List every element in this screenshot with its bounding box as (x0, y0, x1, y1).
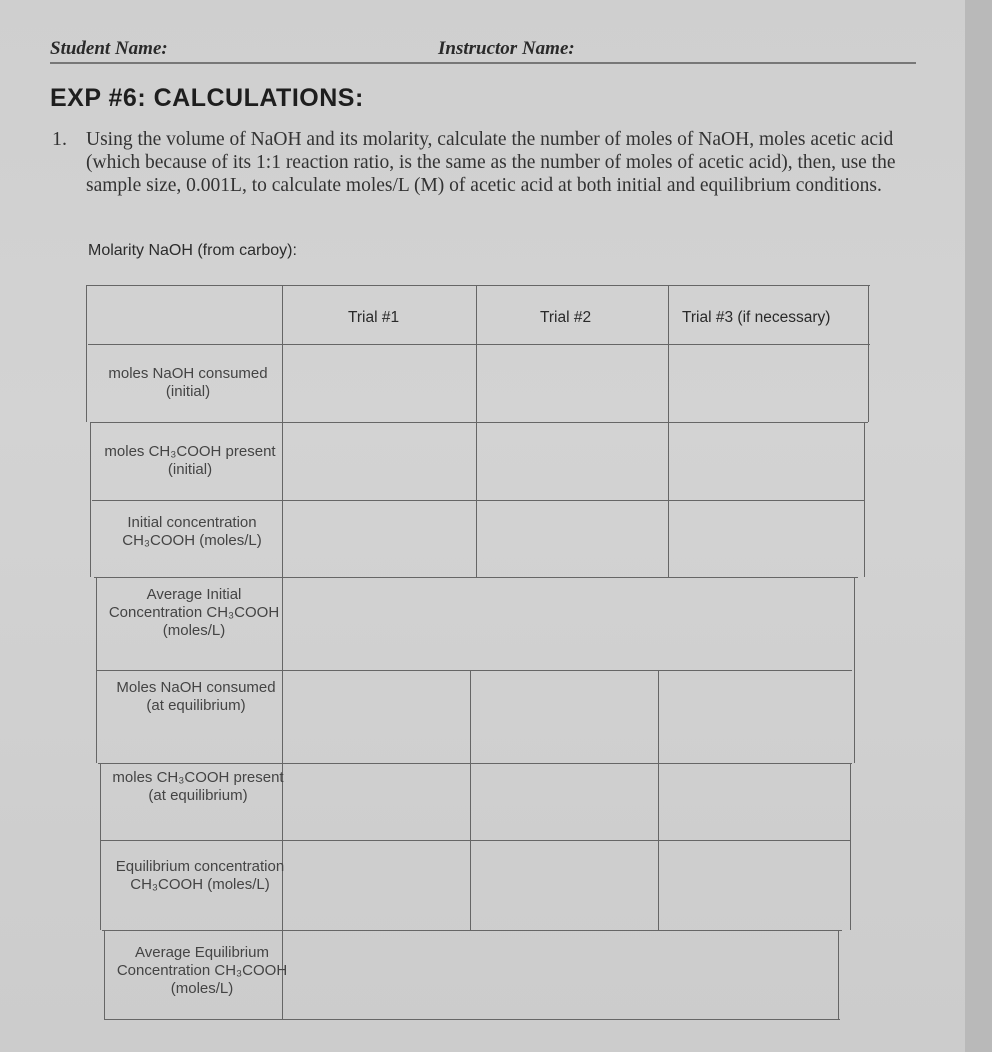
page-title: EXP #6: CALCULATIONS: (50, 84, 364, 112)
cell-average-initial-concentration[interactable] (284, 579, 852, 668)
name-header (50, 36, 916, 64)
cell-moles-naoh-equilibrium-trial-1[interactable] (284, 672, 468, 761)
page-edge (965, 0, 992, 1052)
cell-moles-acid-initial-trial-3[interactable] (670, 424, 862, 498)
student-name-label: Student Name: (50, 38, 168, 59)
cell-equilibrium-concentration-trial-2[interactable] (472, 842, 656, 928)
cell-moles-acid-equilibrium-trial-2[interactable] (472, 765, 656, 838)
cell-moles-naoh-initial-trial-2[interactable] (478, 346, 666, 420)
column-header-trial-2: Trial #2 (540, 309, 592, 326)
row-label-moles-naoh-equilibrium: Moles NaOH consumed (at equilibrium) (116, 679, 276, 714)
cell-moles-acid-initial-trial-2[interactable] (478, 424, 666, 498)
row-label-initial-concentration: Initial concentration CH₃COOH (moles/L) (122, 514, 262, 549)
row-label-average-equilibrium-concentration: Average Equilibrium Concentration CH₃COOH (moles/L) (116, 944, 288, 997)
cell-moles-naoh-equilibrium-trial-2[interactable] (472, 672, 656, 761)
cell-moles-naoh-initial-trial-3[interactable] (670, 346, 866, 420)
question-number: 1. (52, 128, 67, 150)
row-label-moles-naoh-initial: moles NaOH consumed (initial) (108, 365, 268, 400)
instructor-name-label: Instructor Name: (438, 38, 575, 59)
column-header-trial-3: Trial #3 (if necessary) (682, 309, 831, 326)
row-label-equilibrium-concentration: Equilibrium concentration CH₃COOH (moles/L) (115, 858, 285, 893)
cell-moles-naoh-equilibrium-trial-3[interactable] (660, 672, 852, 761)
question-text: Using the volume of NaOH and its molarity, calculate the number of moles of NaOH, moles acetic acid (which because of its 1:1 reaction ratio, is the same as the number of moles of acetic acid), then, use the sample size, 0.001L, to calculate moles/L (M) of acetic acid at both initial and equilibrium conditions. (86, 129, 896, 196)
cell-moles-naoh-initial-trial-1[interactable] (284, 346, 474, 420)
row-label-average-initial-concentration: Average Initial Concentration CH₃COOH (moles/L) (108, 586, 280, 639)
cell-initial-concentration-trial-3[interactable] (670, 502, 860, 575)
cell-moles-acid-equilibrium-trial-3[interactable] (660, 765, 848, 838)
molarity-label: Molarity NaOH (from carboy): (88, 242, 297, 259)
cell-initial-concentration-trial-1[interactable] (284, 502, 474, 575)
row-label-moles-acid-equilibrium: moles CH₃COOH present (at equilibrium) (112, 769, 284, 804)
cell-equilibrium-concentration-trial-3[interactable] (660, 842, 848, 928)
cell-average-equilibrium-concentration[interactable] (284, 932, 836, 1017)
cell-moles-acid-equilibrium-trial-1[interactable] (284, 765, 468, 838)
column-header-trial-1: Trial #1 (348, 309, 400, 326)
calculations-table (86, 285, 870, 1021)
row-label-moles-acid-initial: moles CH₃COOH present (initial) (104, 443, 276, 478)
cell-initial-concentration-trial-2[interactable] (478, 502, 666, 575)
cell-equilibrium-concentration-trial-1[interactable] (284, 842, 468, 928)
cell-moles-acid-initial-trial-1[interactable] (284, 424, 474, 498)
